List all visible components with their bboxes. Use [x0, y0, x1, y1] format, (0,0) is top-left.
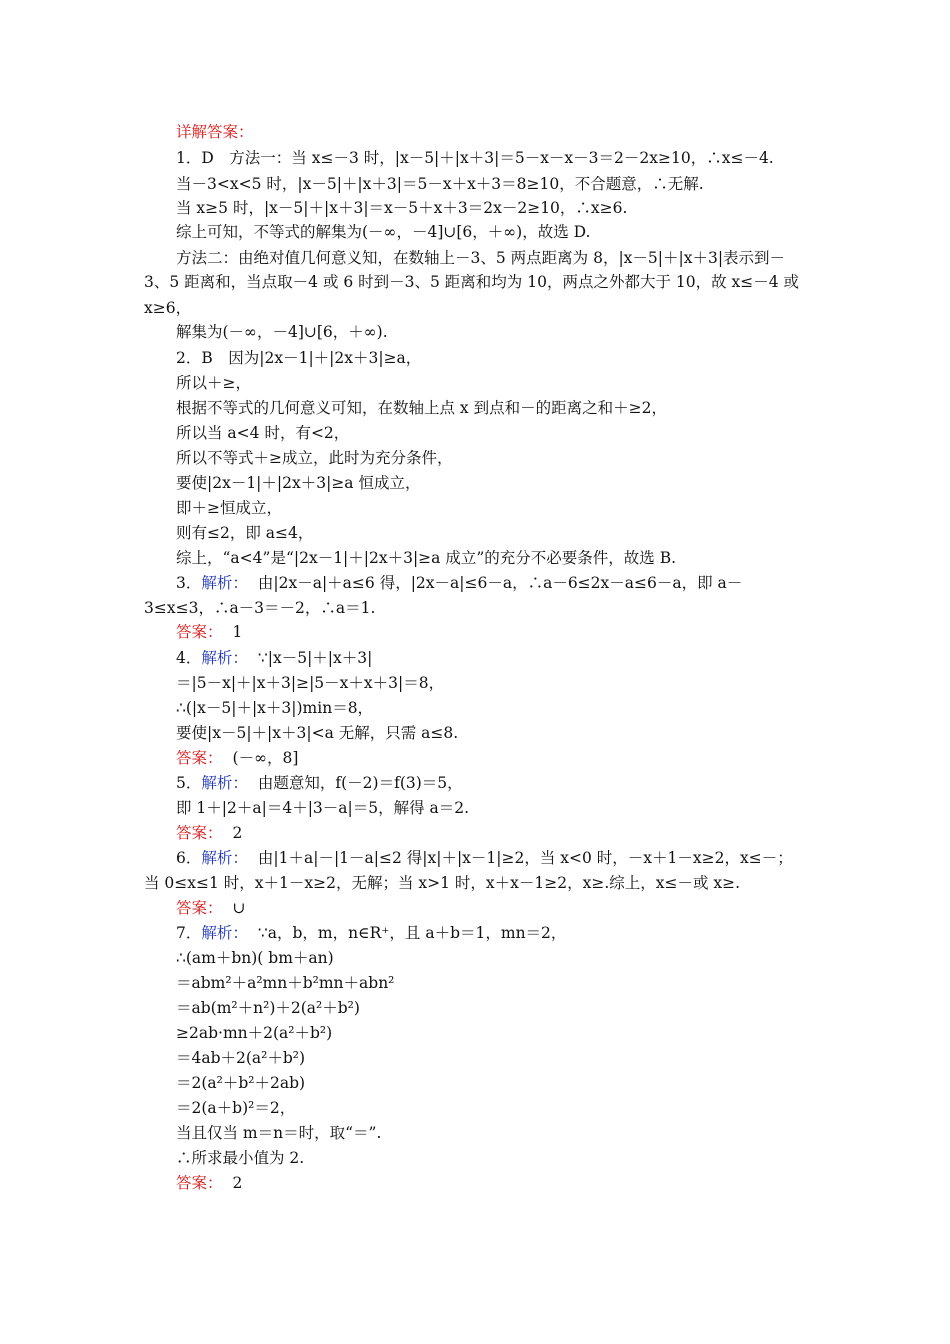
line-text: 要使|x－5|＋|x＋3|<a 无解，只需 a≤8.: [176, 724, 459, 742]
line-text: 2．B 因为|2x－1|＋|2x＋3|≥a，: [176, 349, 422, 367]
line-text: 综上可知，不等式的解集为(－∞，－4]∪[6，＋∞)，故选 D.: [176, 223, 591, 241]
line-text: 由题意知，f(－2)＝f(3)＝5，: [257, 774, 463, 792]
text-line: [176, 1048, 305, 1068]
text-line: [176, 398, 667, 418]
analysis-label: 解析：: [201, 774, 248, 792]
line-text: 所以不等式＋≥成立，此时为充分条件，: [176, 449, 453, 467]
line-text: ∴(am＋bn)( bm＋an): [176, 949, 334, 967]
answer-heading: 详解答案：: [176, 123, 254, 141]
line-text: ∵|x－5|＋|x＋3|: [257, 649, 373, 667]
text-line: [176, 373, 251, 393]
text-line: [176, 648, 372, 668]
text-line: [176, 548, 676, 568]
answer-label: 答案：: [176, 623, 223, 641]
answer-label: 答案：: [176, 749, 223, 767]
text-line: [176, 498, 282, 518]
text-line: [176, 1148, 304, 1168]
line-text: x≥6，: [144, 299, 192, 317]
line-text: 要使|2x－1|＋|2x＋3|≥a 恒成立，: [176, 474, 421, 492]
text-line: [176, 1123, 381, 1143]
line-text: 当且仅当 m＝n＝时，取“＝”.: [176, 1124, 382, 1142]
item-number: 6．: [176, 849, 202, 867]
analysis-label: 解析：: [201, 649, 248, 667]
line-text: 综上，“a<4”是“|2x－1|＋|2x＋3|≥a 成立”的充分不必要条件，故选 B.: [176, 549, 677, 567]
text-line: [176, 923, 566, 943]
line-text: ＝abm²＋a²mn＋b²mn＋abn²: [176, 974, 395, 992]
line-text: ∴所求最小值为 2.: [176, 1149, 305, 1167]
text-line: [176, 773, 463, 793]
line-text: 根据不等式的几何意义可知，在数轴上点 x 到点和－的距离之和＋≥2，: [176, 399, 667, 417]
text-line: [176, 1098, 295, 1118]
line-text: 方法二：由绝对值几何意义知，在数轴上－3、5 两点距离为 8，|x－5|＋|x＋3|表示到－: [176, 249, 786, 267]
text-line: [176, 698, 373, 718]
text-line: [176, 573, 742, 593]
line-text: (－∞，8]: [232, 749, 299, 767]
line-text: 即＋≥恒成立，: [176, 499, 282, 517]
item-number: 4．: [176, 649, 202, 667]
text-line: [176, 222, 590, 242]
text-line: [176, 423, 349, 443]
line-text: 则有≤2，即 a≤4，: [176, 524, 314, 542]
text-line: [176, 823, 242, 843]
text-line: [176, 848, 793, 868]
analysis-label: 解析：: [201, 924, 248, 942]
line-text: 1．D 方法一：当 x≤－3 时，|x－5|＋|x＋3|＝5－x－x－3＝2－2x≥10，∴x≤－4.: [176, 149, 774, 167]
line-text: 1: [232, 623, 243, 641]
text-line: [176, 723, 458, 743]
text-line: [176, 523, 313, 543]
line-text: 3、5 距离和，当点取－4 或 6 时到－3、5 距离和均为 10，两点之外都大于 10，故 x≤－4 或: [144, 273, 800, 291]
line-text: 由|1＋a|－|1－a|≤2 得|x|＋|x－1|≥2，当 x<0 时，－x＋1－x≥2，x≤－；: [257, 849, 793, 867]
line-text: ≥2ab·mn＋2(a²＋b²): [176, 1024, 333, 1042]
text-line: [176, 448, 453, 468]
line-text: 2: [232, 824, 243, 842]
line-text: ∪: [232, 899, 246, 917]
text-line: [176, 322, 388, 342]
line-text: 当－3<x<5 时，|x－5|＋|x＋3|＝5－x＋x＋3＝8≥10，不合题意，∴无解.: [176, 175, 704, 193]
line-text: 3≤x≤3，∴a－3＝－2，∴a＝1.: [144, 599, 376, 617]
text-line: [176, 973, 394, 993]
line-text: ＝2(a²＋b²＋2ab): [176, 1074, 306, 1092]
text-line: [176, 198, 627, 218]
line-text: ＝ab(m²＋n²)＋2(a²＋b²): [176, 999, 360, 1017]
line-text: 当 0≤x≤1 时，x＋1－x≥2，无解；当 x>1 时，x＋x－1≥2，x≥.综上，x≤－或 x≥.: [144, 874, 741, 892]
text-line: [176, 1023, 332, 1043]
text-line: [144, 873, 740, 893]
answer-label: 答案：: [176, 824, 223, 842]
line-text: 当 x≥5 时，|x－5|＋|x＋3|＝x－5＋x＋3＝2x－2≥10，∴x≥6.: [176, 199, 628, 217]
text-line: [176, 174, 704, 194]
line-text: 即 1＋|2＋a|＝4＋|3－a|＝5，解得 a＝2.: [176, 799, 470, 817]
text-line: [176, 948, 334, 968]
text-line: [176, 248, 785, 268]
text-line: [176, 998, 360, 1018]
answer-label: 答案：: [176, 1174, 223, 1192]
line-text: 2: [232, 1174, 243, 1192]
text-line: [144, 298, 191, 318]
analysis-label: 解析：: [201, 574, 248, 592]
line-text: 所以＋≥，: [176, 374, 251, 392]
line-text: ∴(|x－5|＋|x＋3|)min＝8，: [176, 699, 374, 717]
line-text: 所以当 a<4 时，有<2，: [176, 424, 350, 442]
line-text: 由|2x－a|＋a≤6 得，|2x－a|≤6－a，∴a－6≤2x－a≤6－a，即 a－: [257, 574, 743, 592]
text-line: [144, 272, 799, 292]
text-line: [176, 798, 469, 818]
item-number: 3．: [176, 574, 202, 592]
text-line: [176, 1073, 305, 1093]
answer-label: 答案：: [176, 899, 223, 917]
line-text: 解集为(－∞，－4]∪[6，＋∞).: [176, 323, 388, 341]
analysis-label: 解析：: [201, 849, 248, 867]
text-line: [176, 748, 298, 768]
text-line: [176, 622, 242, 642]
text-line: [144, 598, 375, 618]
line-text: ＝4ab＋2(a²＋b²): [176, 1049, 306, 1067]
text-line: [176, 898, 246, 918]
line-text: ＝|5－x|＋|x＋3|≥|5－x＋x＋3|＝8，: [176, 674, 445, 692]
text-line: [176, 348, 421, 368]
text-line: [176, 673, 444, 693]
line-text: ＝2(a＋b)²＝2，: [176, 1099, 296, 1117]
item-number: 5．: [176, 774, 202, 792]
text-line: [176, 473, 420, 493]
text-line: [176, 1173, 242, 1193]
text-line: [176, 148, 774, 168]
line-text: ∵a，b，m，n∈R⁺，且 a＋b＝1，mn＝2，: [257, 924, 567, 942]
item-number: 7．: [176, 924, 202, 942]
